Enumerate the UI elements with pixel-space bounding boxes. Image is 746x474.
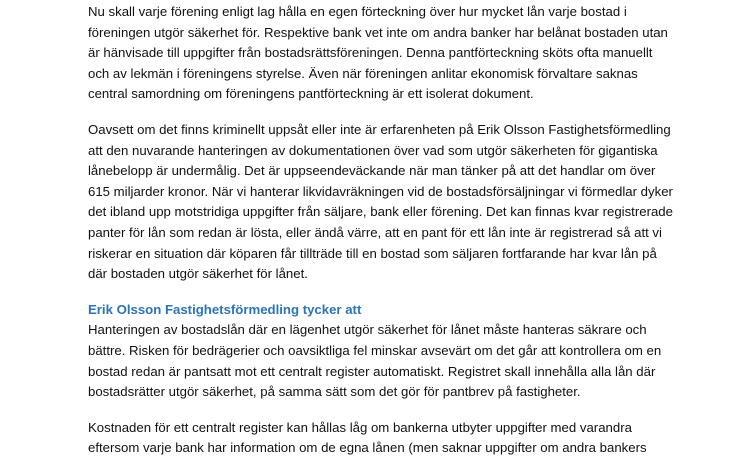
text-line: Hanteringen av bostadslån där en lägenhet utgör säkerhet för lånet måste hanteras säkrare och [88,322,647,338]
text-line: riskerar en situation där köparen får tillträde till en bostad som säljaren fortfarande har kvar lån på [88,245,657,261]
paragraph-erfarenhet [88,120,688,285]
text-line: bättre. Risken för bedrägerier och oavsiktliga fel minskar avsevärt om det går att kontrollera om en [88,342,662,358]
text-line: och av lekmän i föreningens styrelse. Även när föreningen anlitar ekonomisk förvaltare saknas [88,65,638,81]
document-body [88,0,688,474]
paragraph-pantforteckning [88,2,688,105]
text-line: bostadsrätter utgör säkerhet, på samma sätt som det gör för pantbrev på fastigheter. [88,384,581,400]
section-opinion [88,300,688,403]
text-line: att den nuvarande hanteringen av dokumentationen över vad som utgör säkerheten för gigantiska [88,142,658,158]
text-line: där bostaden utgör säkerhet för lånet. [88,266,308,282]
text-line: eftersom varje bank har information om de egna lånen (men saknar uppgifter om andra bankers [88,440,647,456]
text-line: är hänvisade till uppgifter från bostadsrättsföreningen. Denna pantförteckning sköts ofta manuellt [88,45,653,61]
text-line: central samordning om föreningens pantförteckning är ett isolerat dokument. [88,86,534,102]
text-line: föreningen utgör säkerhet för. Respektive bank vet inte om andra banker har belånat bostaden utan [88,24,668,40]
text-line: Oavsett om det finns kriminellt uppsåt eller inte är erfarenheten på Erik Olsson Fastighetsförmedling [88,121,671,137]
text-line: lånebelopp är undermålig. Det är uppseendeväckande när man tänker på att det handlar om över [88,163,656,179]
paragraph-kostnad [88,418,688,459]
text-line: Nu skall varje förening enligt lag hålla en egen förteckning över hur mycket lån varje bostad i [88,4,627,19]
text-line: det ibland upp motstridiga uppgifter från säljare, bank eller förening. Det kan finnas kvar registrerade [88,204,673,220]
text-line: Kostnaden för ett centralt register kan hållas låg om bankerna utbyter uppgifter med varandra [88,419,632,435]
text-line: 615 miljarder kronor. När vi hanterar likvidavräkningen vid de bostadsförsäljningar vi förmedlar dyker [88,183,673,199]
text-line: panter för lån som redan är lösta, eller ändå värre, att en pant för ett lån inte är registrerad så att vi [88,224,662,240]
section-heading: Erik Olsson Fastighetsförmedling tycker att [88,301,362,317]
text-line: bostad redan är pantsatt mot ett centralt register automatiskt. Registret skall innehålla alla lån där [88,363,656,379]
